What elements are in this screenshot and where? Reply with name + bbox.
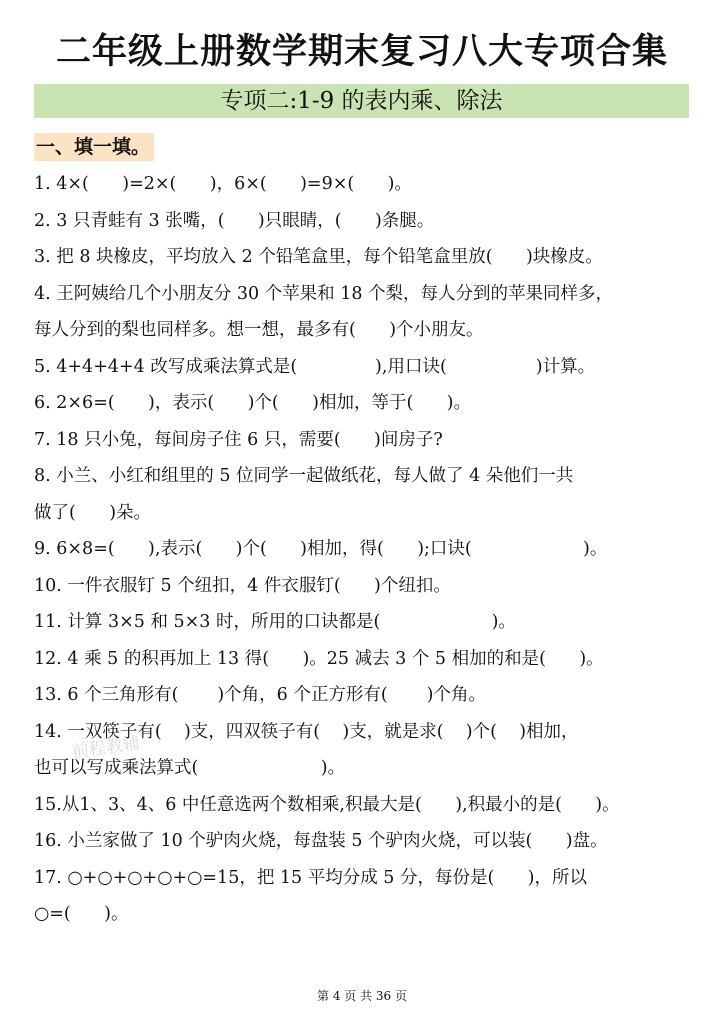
section-banner: 专项二:1-9 的表内乘、除法 [34, 84, 689, 118]
question-line: 15.从1、3、4、6 中任意选两个数相乘,积最大是( ),积最小的是( )。 [34, 795, 620, 815]
question-line: 也可以写成乘法算式( )。 [34, 758, 346, 778]
question-line: 10. 一件衣服钉 5 个纽扣，4 件衣服钉( )个纽扣。 [34, 576, 451, 596]
watermark: 前程教辅 [70, 733, 142, 763]
question-line: 1. 4×( )=2×( )，6×( )=9×( )。 [34, 174, 412, 194]
question-line: 3. 把 8 块橡皮，平均放入 2 个铅笔盒里，每个铅笔盒里放( )块橡皮。 [34, 247, 603, 267]
question-line: 每人分到的梨也同样多。想一想，最多有( )个小朋友。 [34, 320, 484, 340]
question-line: 9. 6×8=( ),表示( )个( )相加，得( );口诀( )。 [34, 539, 608, 559]
question-line: 11. 计算 3×5 和 5×3 时，所用的口诀都是( )。 [34, 612, 516, 632]
question-line: 17. ○+○+○+○+○=15，把 15 平均分成 5 分，每份是( )，所以 [34, 868, 588, 888]
question-line: 7. 18 只小兔，每间房子住 6 只，需要( )间房子? [34, 430, 443, 450]
question-line: 13. 6 个三角形有( )个角，6 个正方形有( )个角。 [34, 685, 486, 705]
question-line: 14. 一双筷子有( )支，四双筷子有( )支，就是求( )个( )相加， [34, 722, 579, 742]
question-line: 4. 王阿姨给几个小朋友分 30 个苹果和 18 个梨，每人分到的苹果同样多， [34, 284, 614, 304]
question-line: 16. 小兰家做了 10 个驴肉火烧，每盘装 5 个驴肉火烧，可以装( )盘。 [34, 831, 608, 851]
question-line: 6. 2×6=( )，表示( )个( )相加，等于( )。 [34, 393, 471, 413]
question-line: 8. 小兰、小红和组里的 5 位同学一起做纸花，每人做了 4 朵他们一共 [34, 466, 574, 486]
page-footer: 第 4 页 共 36 页 [317, 989, 407, 1003]
question-line: 5. 4+4+4+4 改写成乘法算式是( ),用口诀( )计算。 [34, 357, 596, 377]
question-line: 12. 4 乘 5 的积再加上 13 得( )。25 减去 3 个 5 相加的和是( )。 [34, 649, 604, 669]
question-line: 做了( )朵。 [34, 503, 152, 523]
question-line: ○=( )。 [34, 904, 129, 924]
question-line: 2. 3 只青蛙有 3 张嘴，( )只眼睛，( )条腿。 [34, 211, 435, 231]
subsection-label: 一、填一填。 [34, 133, 154, 161]
page-title: 二年级上册数学期末复习八大专项合集 [55, 32, 668, 72]
